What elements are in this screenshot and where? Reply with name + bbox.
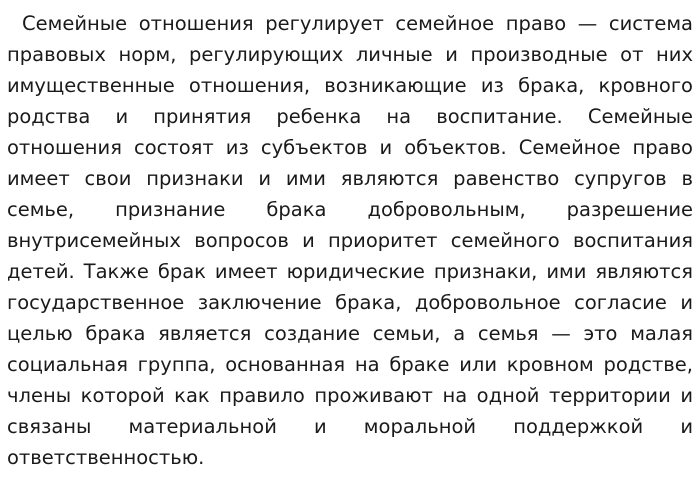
body-paragraph: Семейные отношения регулирует семейное право — система правовых норм, регулирующих личные и производные от них имущественные отношения, возникающие из брака, кровного родства и принятия ребенка на воспитание. Семейные отношения состоят из субъектов и объектов. Семейное право имеет свои признаки и ими являются равенство супругов в семье, признание брака добровольным, разрешение внутрисемейных вопросов и приоритет семейного воспитания детей. Также брак имеет юридические признаки, ими являются государственное заключение брака, добровольное согласие и целью брака является создание семьи, а семья — это малая социальная группа, основанная на браке или кровном родстве, члены которой как правило проживают на одной территории и связаны материальной и моральной поддержкой и ответственностью. bbox=[7, 12, 693, 469]
document-body bbox=[7, 8, 693, 473]
